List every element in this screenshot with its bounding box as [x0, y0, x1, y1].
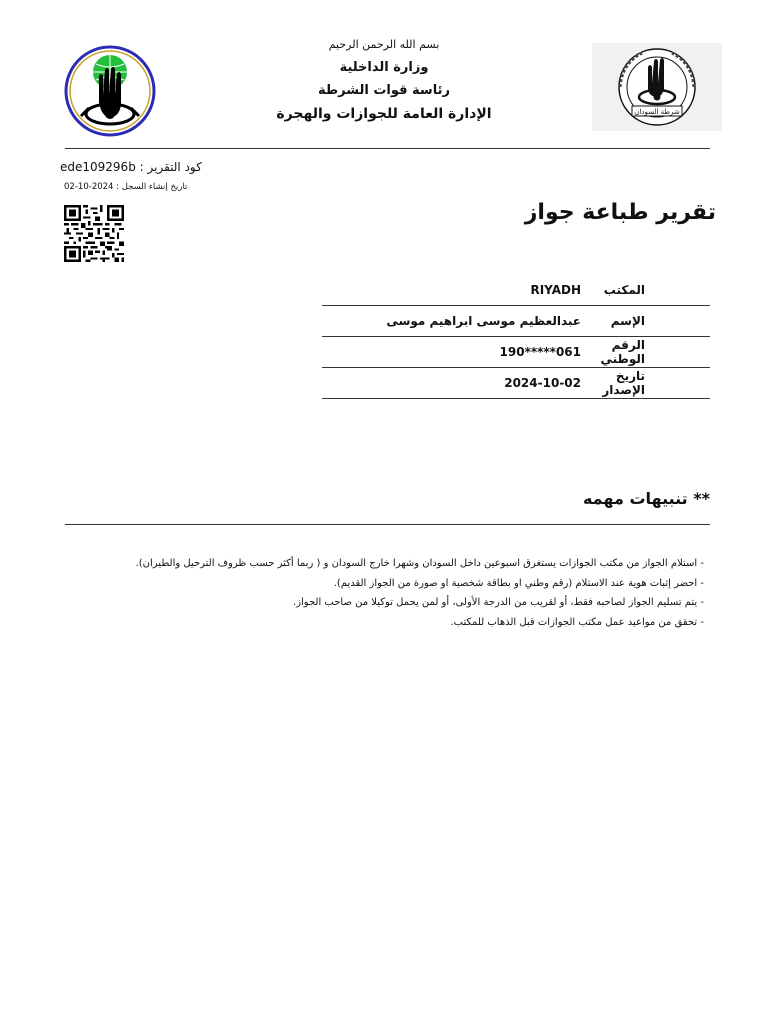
- department-name: الإدارة العامة للجوازات والهجرة: [276, 106, 492, 122]
- notes-title: ** تنبيهات مهمه: [582, 489, 710, 508]
- qr-code: [64, 205, 124, 262]
- list-item: - استلام الجواز من مكتب الجوازات يستغرق اسبوعين داخل السودان وشهرا خارج السودان و ( ربما أكثر حسب ظروف الترحيل والطيران).: [135, 558, 704, 569]
- list-item: - احضر إثبات هوية عند الاستلام (رقم وطني او بطاقة شخصية او صورة من الجواز القديم).: [333, 577, 704, 589]
- report-code-value: ede109296b: [60, 160, 136, 174]
- page-title: تقرير طباعة جواز: [524, 200, 716, 225]
- ministry-name: وزارة الداخلية: [339, 60, 429, 75]
- national-id-value: [322, 337, 581, 368]
- table-row: [322, 368, 710, 399]
- table-row: [322, 275, 710, 306]
- notes-list: [104, 554, 704, 632]
- report-code: [60, 160, 202, 174]
- record-created: [64, 182, 187, 192]
- basmala: بسم الله الرحمن الرحيم: [328, 38, 440, 51]
- issue-date-label: تاريخ الإصدار: [581, 368, 710, 399]
- national-id-text: 190*****061: [499, 345, 581, 359]
- national-id-label: الرقم الوطني: [581, 337, 710, 368]
- list-item: - تحقق من مواعيد عمل مكتب الجوازات قبل الذهاب للمكتب.: [450, 616, 704, 628]
- ministry-emblem: [63, 44, 157, 138]
- passport-details-table: [322, 275, 710, 399]
- police-presidency: رئاسة قوات الشرطة: [318, 83, 450, 98]
- issue-date-value: [322, 368, 581, 399]
- list-item: - يتم تسليم الجواز لصاحبه فقط، أو لقريب من الدرجة الأولى، أو لمن يحمل توكيلا من صاحب الجواز.: [293, 597, 704, 608]
- name-label: الإسم: [581, 306, 710, 337]
- table-row: [322, 306, 710, 337]
- name-value: عبدالعظيم موسى ابراهيم موسى: [322, 306, 581, 337]
- header-block: [234, 38, 534, 122]
- header-divider: [65, 148, 710, 149]
- office-value: RIYADH: [322, 275, 581, 306]
- record-created-label: تاريخ إنشاء السجل :: [116, 182, 188, 192]
- record-created-value: 2024-10-02: [64, 182, 114, 192]
- notes-divider: [65, 524, 710, 525]
- report-code-label: كود التقرير :: [139, 160, 202, 174]
- emblem-banner-text: شرطة السودان: [634, 108, 680, 116]
- issue-date-text: 2024-10-02: [504, 376, 581, 390]
- police-emblem: [592, 43, 722, 131]
- table-row: [322, 337, 710, 368]
- office-label: المكتب: [581, 275, 710, 306]
